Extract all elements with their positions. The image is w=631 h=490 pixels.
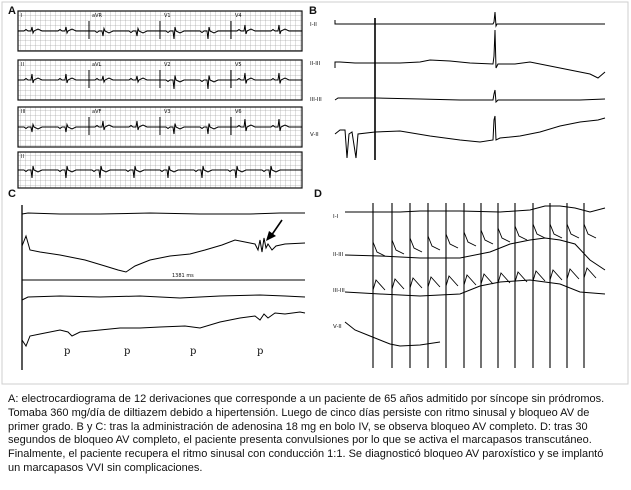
- svg-text:III-III: III-III: [310, 97, 322, 103]
- svg-text:V2: V2: [164, 62, 171, 68]
- svg-text:p: p: [257, 346, 264, 357]
- svg-text:II: II: [21, 154, 24, 160]
- svg-text:III-III: III-III: [333, 288, 345, 294]
- panel-d-lead-labels: [333, 214, 345, 330]
- svg-text:V1: V1: [164, 13, 171, 19]
- svg-text:p: p: [190, 346, 197, 357]
- svg-text:V6: V6: [235, 109, 242, 115]
- caption-line: Finalmente, el paciente recupera el ritmo sinusal con conducción 1:1. Se diagnosticó bloqueo AV paroxístico y se implantó: [8, 448, 604, 461]
- svg-text:II-III: II-III: [310, 61, 321, 67]
- svg-text:V4: V4: [235, 13, 242, 19]
- svg-text:aVR: aVR: [92, 13, 102, 19]
- caption-line: Tomaba 360 mg/día de diltiazem debido a hipertensión. Luego de cinco días persiste con ritmo sinusal y bloqueo AV de: [8, 406, 590, 419]
- figure-caption: [8, 393, 626, 476]
- panel-b-lead-labels: [310, 22, 322, 138]
- panel-c-p-wave-labels: [64, 346, 263, 357]
- panel-b-ecg: [335, 12, 605, 160]
- svg-text:V-II: V-II: [333, 324, 342, 330]
- caption-line: un marcapasos VVI sin complicaciones.: [8, 461, 203, 474]
- panel-a-ecg: [18, 11, 302, 188]
- svg-text:V3: V3: [164, 109, 171, 115]
- svg-text:V5: V5: [235, 62, 242, 68]
- panel-c-timer-label: 1381 ms: [172, 273, 194, 279]
- svg-text:p: p: [64, 346, 71, 357]
- panel-c-label: C: [8, 188, 16, 200]
- svg-text:aVL: aVL: [92, 62, 102, 68]
- caption-line: A: electrocardiograma de 12 derivaciones que corresponde a un paciente de 65 años admitido por síncope sin pródromos.: [8, 393, 605, 405]
- svg-text:V-II: V-II: [310, 132, 319, 138]
- svg-text:I: I: [21, 13, 23, 19]
- svg-text:II: II: [21, 62, 24, 68]
- panel-d-ecg: [345, 203, 605, 368]
- caption-line: primer grado. B y C: tras la administración de adenosina 18 mg en bolo IV, se observa bloqueo AV completo. D: tras 30: [8, 420, 588, 433]
- caption-line: segundos de bloqueo AV completo, el paciente presenta convulsiones por lo que se activa el marcapasos transcutáneo.: [8, 434, 592, 447]
- svg-text:I-I: I-I: [333, 214, 339, 220]
- svg-text:II-III: II-III: [333, 252, 344, 258]
- panel-d-label: D: [314, 188, 322, 200]
- panel-b-label: B: [309, 5, 317, 17]
- svg-text:aVF: aVF: [92, 109, 102, 115]
- svg-text:III: III: [21, 109, 26, 115]
- svg-text:I-II: I-II: [310, 22, 317, 28]
- svg-text:p: p: [124, 346, 131, 357]
- panel-a-label: A: [8, 5, 16, 17]
